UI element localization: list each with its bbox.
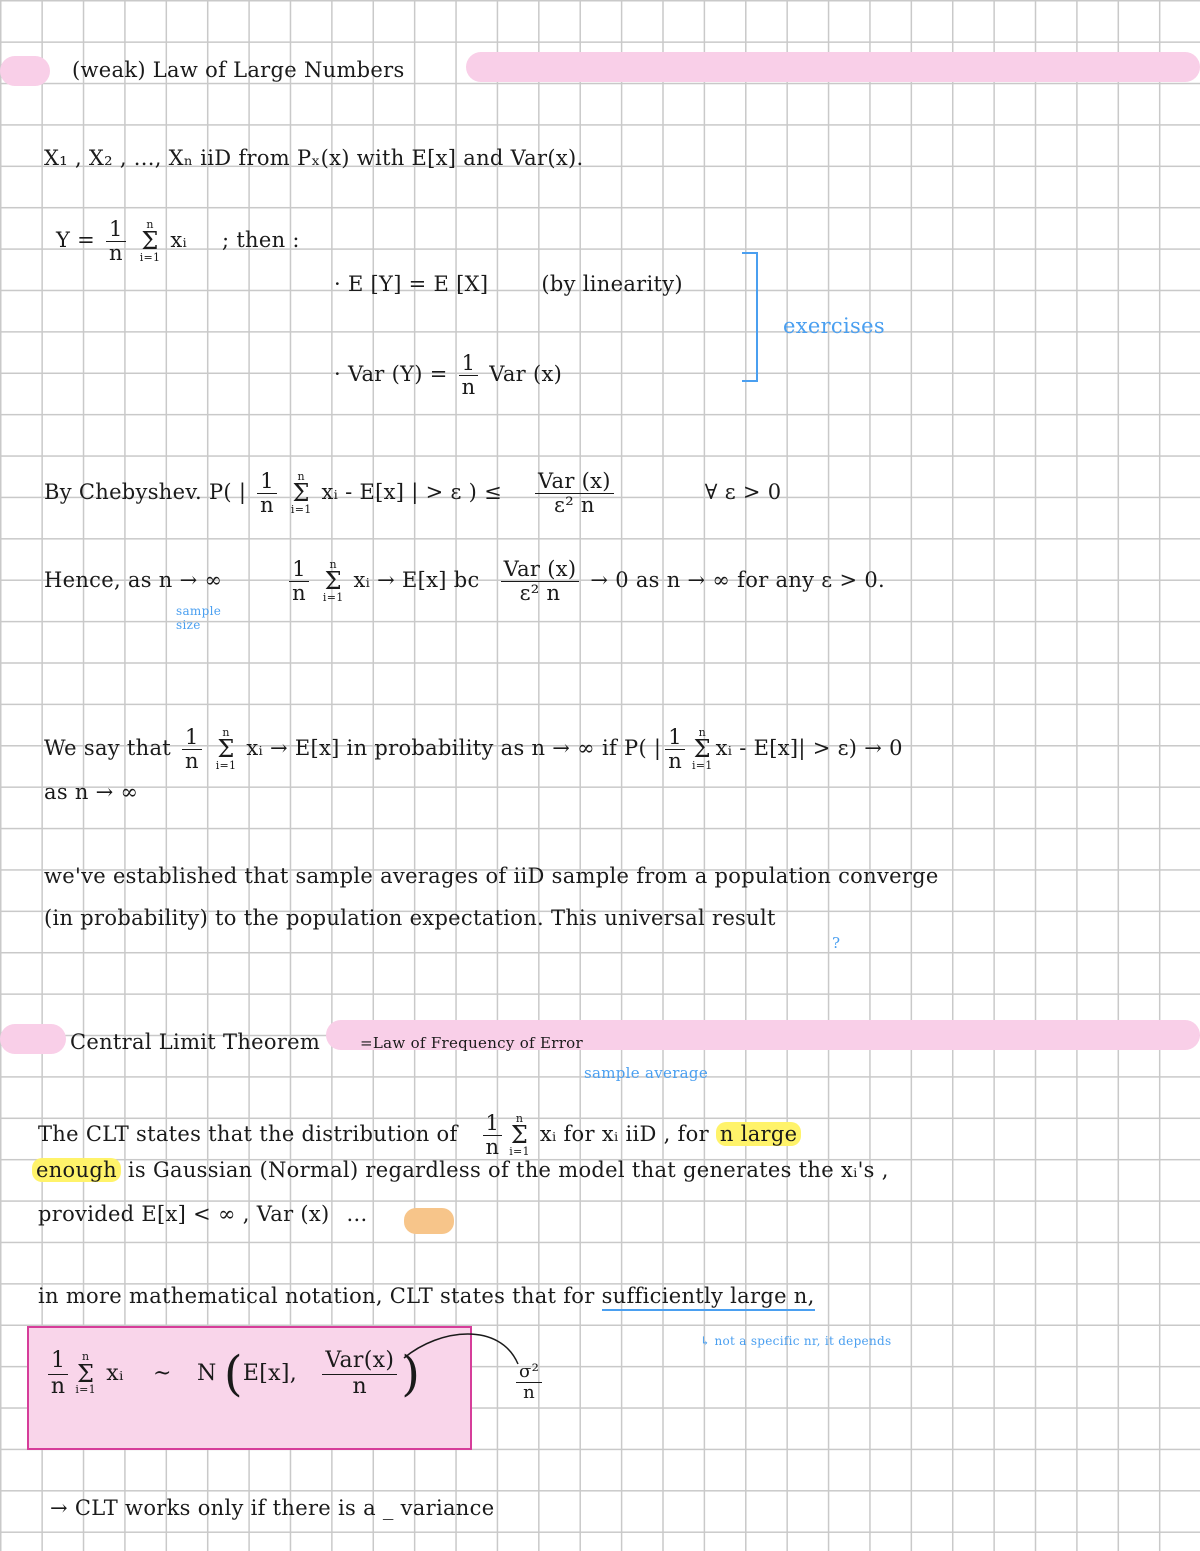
clt-paragraph-line2: enough is Gaussian (Normal) regardless of the model that generates the xᵢ's , [32,1158,889,1182]
y-definition [56,218,300,265]
clt-subtitle: =Law of Frequency of Error [360,1034,583,1052]
by-linearity: (by linearity) [541,272,683,296]
sigma-squared-over-n: $\frac{\text{σ²}}{n}$ [512,1362,546,1403]
clt-notation-line: in more mathematical notation, CLT states that for sufficiently large n, [38,1284,815,1308]
sufficiently-large-n: sufficiently large n, [602,1284,815,1311]
highlight-enough: enough [32,1158,121,1182]
hence-line: Hence, as n → ∞ $\frac{1}{n}$ n Σ i=1 xᵢ → E[x] bc $\frac{\text{Var (x)}}{\text{ε² n}}$ → 0 as n → ∞ for any ε > 0. [44,557,885,606]
one-over-n: $\frac{1}{n}$ [106,218,126,265]
lln-title: (weak) Law of Large Numbers [72,58,405,82]
expectation-y: · E [Y] = E [X] (by linearity) [334,272,683,296]
convergence-definition-line2: as n → ∞ [44,780,139,804]
sample-average-note: sample average [584,1064,708,1082]
clt-paragraph-line1: The CLT states that the distribution of $\frac{1}{n}$ n Σ i=1 xᵢ for xᵢ iiD , for n large [38,1112,801,1159]
highlight-n-large: n large [716,1122,801,1146]
established-line1: we've established that sample averages of iiD sample from a population converge [44,864,939,888]
question-mark: ? [832,934,841,952]
y-def-right: ; then : [221,228,300,253]
exercises-label: exercises [783,314,885,338]
y-def-left: Y = [56,228,96,253]
clt-formula: $\frac{1}{n}$ n Σ i=1 xᵢ ~ N (E[x], $\frac{\text{Var(x)}}{n}$ ) [44,1346,420,1402]
y-def-term: xᵢ [170,228,187,253]
convergence-definition: We say that $\frac{1}{n}$ n Σ i=1 xᵢ → E[x] in probability as n → ∞ if P( | $\frac{1}{n}$ n Σ i=1 xᵢ - E[x]| > ε) → 0 [44,725,903,774]
clt-paragraph-line3: provided E[x] < ∞ , Var (x) ... [38,1202,368,1226]
orange-highlight [404,1208,454,1234]
section-band-left [0,56,50,86]
sample-size-note: sample size [176,604,222,632]
section-band-right [466,52,1200,82]
variance-y: · Var (Y) = $\frac{1}{n}$ Var (x) [334,351,563,400]
depends-note: ↳ not a specific nr, it depends [700,1334,892,1348]
exercises-bracket [742,252,758,382]
chebyshev-bound: $\frac{\text{Var (x)}}{\text{ε² n}}$ [535,470,614,517]
lln-line1: X₁ , X₂ , ..., Xₙ iiD from Pₓ(x) with E[x] and Var(x). [44,146,584,170]
clt-last-line: → CLT works only if there is a _ variance [50,1496,495,1520]
established-line2: (in probability) to the population expectation. This universal result [44,906,776,930]
clt-title: Central Limit Theorem [70,1030,321,1054]
clt-band-left [0,1024,66,1054]
sum-symbol: n Σ i=1 [139,217,161,264]
chebyshev-line: By Chebyshev. P( | $\frac{1}{n}$ n Σ i=1 xᵢ - E[x] | > ε ) ≤ $\frac{\text{Var (x)}}{\text{ε² n}}$ ∀ ε > 0 [44,469,782,518]
